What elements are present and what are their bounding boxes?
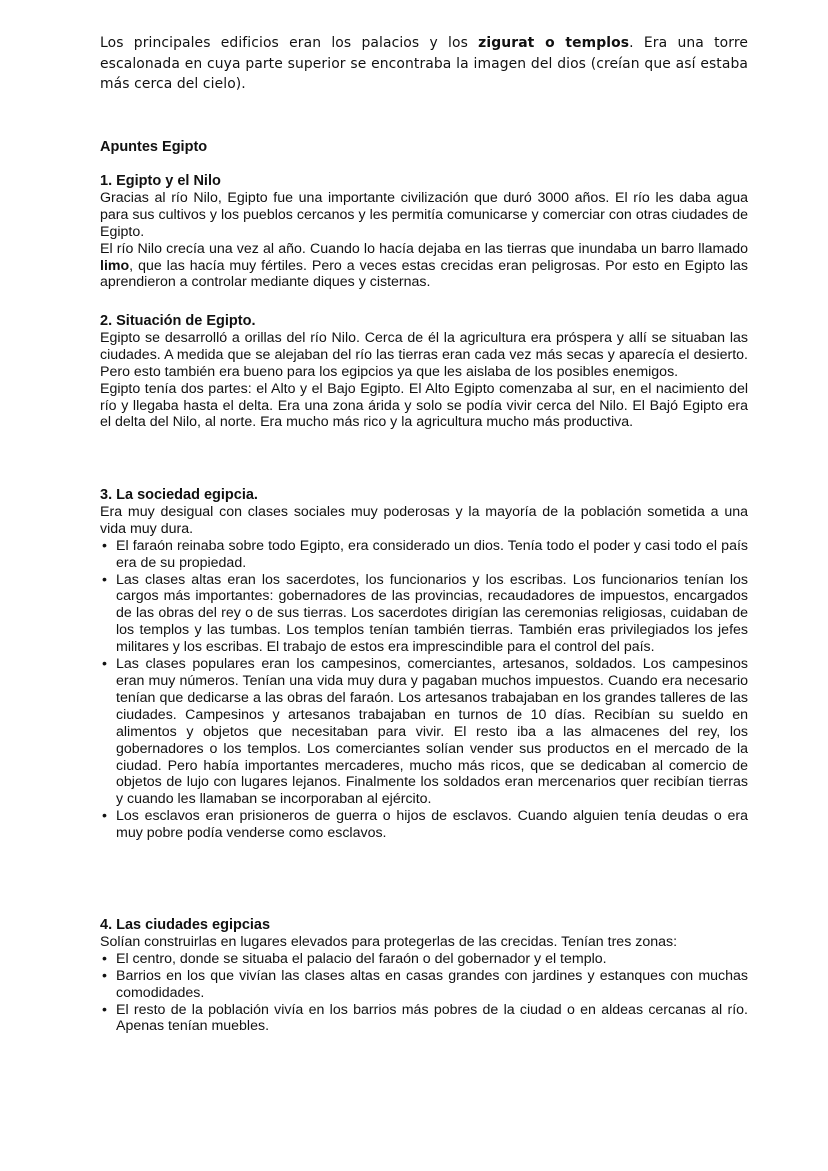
list-item: • El faraón reinaba sobre todo Egipto, era considerado un dios. Tenía todo el poder y casi todo el país era de su propiedad. [100, 538, 748, 572]
limo-term: limo [100, 257, 130, 274]
intro-text-b: . Era una torre escalonada en cuya parte superior se encontraba la imagen del dios (creían que así estaba más cerca del cielo). [100, 35, 748, 92]
section-2-paragraph-2: Egipto tenía dos partes: el Alto y el Bajo Egipto. El Alto Egipto comenzaba al sur, en el nacimiento del río y llegaba hasta el delta. Era una zona árida y solo se podía vivir cerca del Nilo. El Bajó Egipto era el delta del Nilo, al norte. Era mucho más rico y la agricultura mucho más productiva. [100, 380, 748, 431]
doc-title: Apuntes Egipto [100, 139, 208, 155]
section-4-heading: 4. Las ciudades egipcias [100, 917, 271, 933]
intro-paragraph [100, 33, 748, 95]
section-4 [100, 917, 748, 1035]
list-item: • El resto de la población vivía en los barrios más pobres de la ciudad o en aldeas cercanas al río. Apenas tenían muebles. [100, 1002, 748, 1036]
title-block [100, 139, 748, 156]
section-2 [100, 313, 748, 431]
section-3-list [100, 538, 748, 842]
list-item: • El centro, donde se situaba el palacio del faraón o del gobernador y el templo. [100, 951, 748, 968]
section-1 [100, 173, 748, 291]
section-3 [100, 487, 748, 842]
section-4-list [100, 951, 748, 1036]
section-2-heading: 2. Situación de Egipto. [100, 313, 256, 329]
list-item: • Las clases populares eran los campesinos, comerciantes, artesanos, soldados. Los campesinos eran muy números. Tenían una vida muy dura y pagaban muchos impuestos. Cuando era necesario tenían que dedicarse a las obras del faraón. Los artesanos trabajaban en los grandes talleres de las ciudades. Campesinos y artesanos trabajaban en turnos de 10 días. Recibían su sueldo en alimentos y objetos que necesitaban para vivir. El resto iba a las almacenes del rey, los gobernadores o los templos. Los comerciantes solían vender sus productos en el mercado de la ciudad. Pero había importantes mercaderes, mucho más ricos, que se dedicaban al comercio de objetos de lujo con lugares lejanos. Finalmente los soldados eran mercenarios quer recibían tierras y cuando les llamaban se incorporaban al ejército. [100, 656, 748, 808]
section-1-p2-text-a: El río Nilo crecía una vez al año. Cuando lo hacía dejaba en las tierras que inundaba un barro llamado [100, 240, 748, 257]
section-1-p2-text-c: , que las hacía muy fértiles. Pero a veces estas crecidas eran peligrosas. Por esto en Egipto las aprendieron a controlar mediante diques y cisternas. [100, 257, 748, 291]
section-1-heading: 1. Egipto y el Nilo [100, 173, 221, 189]
section-3-heading: 3. La sociedad egipcia. [100, 487, 258, 503]
list-item: • Las clases altas eran los sacerdotes, los funcionarios y los escribas. Los funcionarios tenían los cargos más importantes: gobernadores de las provincias, recaudadores de impuestos, encargados de las obras del rey o de sus tierras. Los sacerdotes dirigían las ceremonias religiosas, cuidaban de los templos y las tumbas. Los templos tenían también tierras. También eras privilegiados los jefes militares y los escribas. El trabajo de estos era imprescindible para el control del país. [100, 572, 748, 657]
section-3-intro: Era muy desigual con clases sociales muy poderosas y la mayoría de la población sometida a una vida muy dura. [100, 503, 748, 537]
intro-bold-zigurat: zigurat o templos [478, 35, 630, 51]
section-4-intro: Solían construirlas en lugares elevados para protegerlas de las crecidas. Tenían tres zonas: [100, 933, 678, 950]
section-2-paragraph-1: Egipto se desarrolló a orillas del río Nilo. Cerca de él la agricultura era próspera y allí se situaban las ciudades. A medida que se alejaban del río las tierras eran cada vez más secas y aparecía el desierto. Pero esto también era bueno para los egipcios ya que les aislaba de los posibles enemigos. [100, 329, 748, 380]
intro-text-a: Los principales edificios eran los palacios y los [100, 35, 479, 51]
section-1-paragraph-2 [100, 241, 748, 292]
section-1-paragraph-1: Gracias al río Nilo, Egipto fue una importante civilización que duró 3000 años. El río les daba agua para sus cultivos y los pueblos cercanos y les permitía comunicarse y comerciar con otras ciudades de Egipto. [100, 189, 748, 240]
list-item: • Barrios en los que vivían las clases altas en casas grandes con jardines y estanques con muchas comodidades. [100, 968, 748, 1002]
list-item: • Los esclavos eran prisioneros de guerra o hijos de esclavos. Cuando alguien tenía deudas o era muy pobre podía venderse como esclavos. [100, 808, 748, 842]
